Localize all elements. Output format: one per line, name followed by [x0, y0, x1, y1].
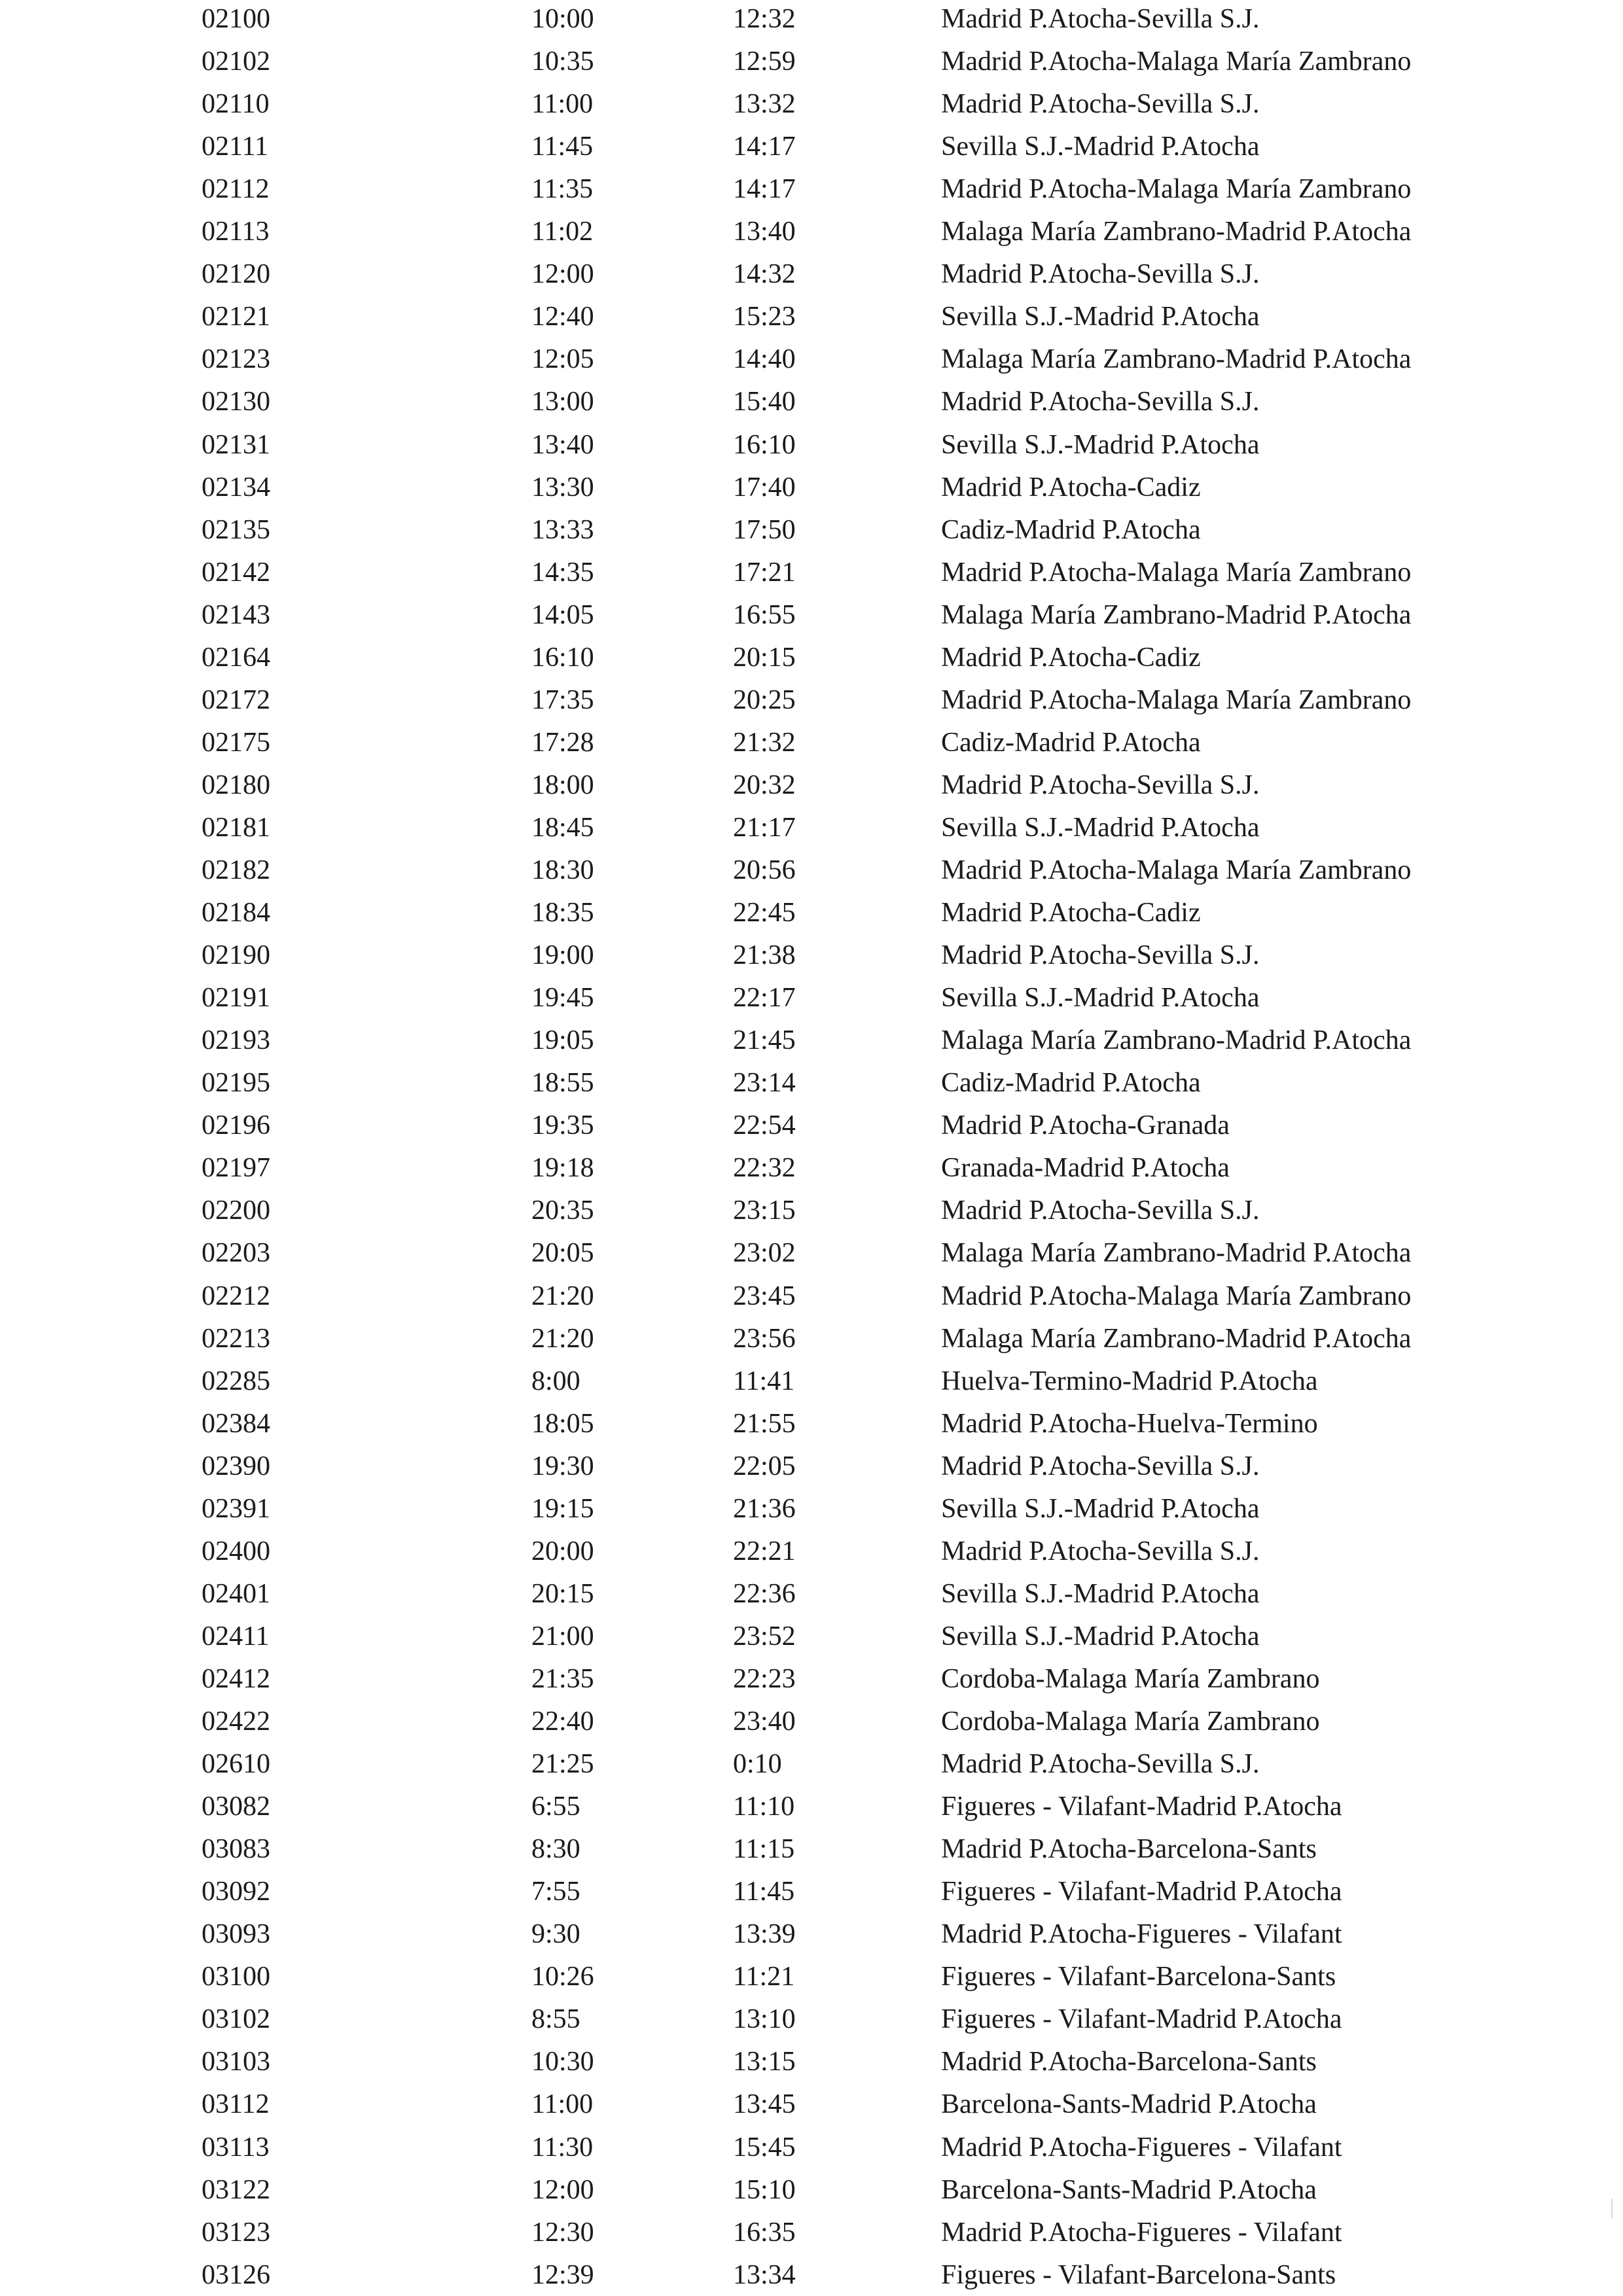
- route-cell: Madrid P.Atocha-Sevilla S.J.: [941, 769, 1260, 800]
- arrival-time-cell: 11:45: [733, 1877, 795, 1907]
- departure-time-cell: 18:55: [531, 1068, 594, 1099]
- arrival-time-cell: 13:15: [733, 2047, 796, 2077]
- departure-time-cell: 12:00: [531, 259, 594, 290]
- arrival-time-cell: 22:36: [733, 1578, 796, 1609]
- table-row: [0, 722, 1623, 764]
- departure-time-cell: 6:55: [531, 1792, 580, 1822]
- departure-time-cell: 8:00: [531, 1366, 580, 1396]
- table-row: [0, 2083, 1623, 2125]
- train-number-cell: 03122: [202, 2174, 270, 2205]
- train-number-cell: 03082: [202, 1792, 270, 1822]
- table-row: [0, 211, 1623, 253]
- table-row: [0, 1104, 1623, 1146]
- arrival-time-cell: 17:50: [733, 514, 796, 545]
- train-number-cell: 03123: [202, 2217, 270, 2248]
- departure-time-cell: 11:35: [531, 174, 594, 205]
- arrival-time-cell: 21:55: [733, 1408, 796, 1439]
- route-cell: Figueres - Vilafant-Madrid P.Atocha: [941, 1792, 1342, 1822]
- train-number-cell: 02411: [202, 1621, 270, 1651]
- table-row: [0, 253, 1623, 295]
- route-cell: Madrid P.Atocha-Cadiz: [941, 898, 1201, 928]
- route-cell: Cordoba-Malaga María Zambrano: [941, 1706, 1320, 1737]
- departure-time-cell: 12:40: [531, 302, 594, 332]
- departure-time-cell: 12:00: [531, 2174, 594, 2205]
- departure-time-cell: 21:35: [531, 1663, 594, 1694]
- route-cell: Madrid P.Atocha-Figueres - Vilafant: [941, 2217, 1342, 2248]
- arrival-time-cell: 15:23: [733, 302, 796, 332]
- arrival-time-cell: 15:45: [733, 2132, 796, 2163]
- departure-time-cell: 17:35: [531, 684, 594, 715]
- departure-time-cell: 13:00: [531, 387, 594, 417]
- table-row: [0, 1913, 1623, 1955]
- departure-time-cell: 10:30: [531, 2047, 594, 2077]
- train-number-cell: 02191: [202, 983, 270, 1014]
- table-row: [0, 1062, 1623, 1104]
- table-row: [0, 1318, 1623, 1360]
- arrival-time-cell: 23:02: [733, 1238, 796, 1269]
- departure-time-cell: 19:05: [531, 1025, 594, 1056]
- arrival-time-cell: 14:17: [733, 174, 796, 205]
- train-number-cell: 02142: [202, 557, 270, 588]
- table-row: [0, 1616, 1623, 1657]
- table-row: [0, 296, 1623, 338]
- departure-time-cell: 21:20: [531, 1323, 594, 1354]
- arrival-time-cell: 12:32: [733, 4, 796, 34]
- train-number-cell: 02134: [202, 472, 270, 503]
- route-cell: Madrid P.Atocha-Sevilla S.J.: [941, 940, 1260, 971]
- route-cell: Malaga María Zambrano-Madrid P.Atocha: [941, 344, 1412, 375]
- table-row: [0, 1701, 1623, 1742]
- route-cell: Sevilla S.J.-Madrid P.Atocha: [941, 302, 1260, 332]
- departure-time-cell: 16:10: [531, 642, 594, 673]
- departure-time-cell: 20:15: [531, 1578, 594, 1609]
- train-number-cell: 02193: [202, 1025, 270, 1056]
- departure-time-cell: 10:35: [531, 46, 594, 77]
- train-number-cell: 02175: [202, 727, 270, 758]
- route-cell: Madrid P.Atocha-Sevilla S.J.: [941, 1749, 1260, 1780]
- train-number-cell: 02422: [202, 1706, 270, 1737]
- route-cell: Sevilla S.J.-Madrid P.Atocha: [941, 1493, 1260, 1524]
- train-number-cell: 02172: [202, 684, 270, 715]
- train-number-cell: 02610: [202, 1749, 270, 1780]
- route-cell: Granada-Madrid P.Atocha: [941, 1153, 1230, 1184]
- table-row: [0, 126, 1623, 168]
- train-number-cell: 02390: [202, 1451, 270, 1481]
- route-cell: Madrid P.Atocha-Sevilla S.J.: [941, 259, 1260, 290]
- train-number-cell: 02123: [202, 344, 270, 375]
- route-cell: Madrid P.Atocha-Sevilla S.J.: [941, 1451, 1260, 1481]
- route-cell: Cadiz-Madrid P.Atocha: [941, 514, 1201, 545]
- train-number-cell: 03100: [202, 1962, 270, 1992]
- table-row: [0, 1232, 1623, 1274]
- train-number-cell: 02100: [202, 4, 270, 34]
- route-cell: Cadiz-Madrid P.Atocha: [941, 727, 1201, 758]
- train-number-cell: 02401: [202, 1578, 270, 1609]
- table-row: [0, 83, 1623, 125]
- route-cell: Sevilla S.J.-Madrid P.Atocha: [941, 983, 1260, 1014]
- route-cell: Madrid P.Atocha-Figueres - Vilafant: [941, 2132, 1342, 2163]
- arrival-time-cell: 21:36: [733, 1493, 796, 1524]
- route-cell: Sevilla S.J.-Madrid P.Atocha: [941, 1621, 1260, 1651]
- table-row: [0, 424, 1623, 466]
- departure-time-cell: 21:20: [531, 1280, 594, 1311]
- arrival-time-cell: 20:56: [733, 855, 796, 885]
- arrival-time-cell: 23:45: [733, 1280, 796, 1311]
- departure-time-cell: 11:02: [531, 217, 594, 247]
- route-cell: Figueres - Vilafant-Barcelona-Sants: [941, 2259, 1336, 2290]
- train-number-cell: 02384: [202, 1408, 270, 1439]
- route-cell: Cordoba-Malaga María Zambrano: [941, 1663, 1320, 1694]
- departure-time-cell: 20:35: [531, 1195, 594, 1226]
- train-number-cell: 02197: [202, 1153, 270, 1184]
- train-number-cell: 03102: [202, 2004, 270, 2035]
- arrival-time-cell: 11:10: [733, 1792, 795, 1822]
- arrival-time-cell: 22:45: [733, 898, 796, 928]
- train-number-cell: 02391: [202, 1493, 270, 1524]
- departure-time-cell: 21:25: [531, 1749, 594, 1780]
- arrival-time-cell: 22:23: [733, 1663, 796, 1694]
- route-cell: Madrid P.Atocha-Malaga María Zambrano: [941, 174, 1412, 205]
- arrival-time-cell: 14:32: [733, 259, 796, 290]
- departure-time-cell: 12:39: [531, 2259, 594, 2290]
- table-row: [0, 2127, 1623, 2168]
- departure-time-cell: 20:05: [531, 1238, 594, 1269]
- route-cell: Madrid P.Atocha-Barcelona-Sants: [941, 2047, 1317, 2077]
- departure-time-cell: 13:33: [531, 514, 594, 545]
- route-cell: Madrid P.Atocha-Malaga María Zambrano: [941, 46, 1412, 77]
- train-number-cell: 03093: [202, 1919, 270, 1950]
- table-row: [0, 1573, 1623, 1615]
- route-cell: Figueres - Vilafant-Barcelona-Sants: [941, 1962, 1336, 1992]
- departure-time-cell: 13:40: [531, 429, 594, 460]
- train-number-cell: 02184: [202, 898, 270, 928]
- departure-time-cell: 17:28: [531, 727, 594, 758]
- train-number-cell: 02195: [202, 1068, 270, 1099]
- arrival-time-cell: 13:39: [733, 1919, 796, 1950]
- table-row: [0, 1190, 1623, 1231]
- arrival-time-cell: 20:15: [733, 642, 796, 673]
- route-cell: Cadiz-Madrid P.Atocha: [941, 1068, 1201, 1099]
- arrival-time-cell: 20:25: [733, 684, 796, 715]
- route-cell: Malaga María Zambrano-Madrid P.Atocha: [941, 599, 1412, 630]
- table-row: [0, 849, 1623, 891]
- train-number-cell: 02113: [202, 217, 270, 247]
- route-cell: Sevilla S.J.-Madrid P.Atocha: [941, 1578, 1260, 1609]
- departure-time-cell: 11:00: [531, 89, 594, 120]
- table-row: [0, 2169, 1623, 2211]
- table-row: [0, 1530, 1623, 1572]
- route-cell: Madrid P.Atocha-Malaga María Zambrano: [941, 855, 1412, 885]
- table-row: [0, 2254, 1623, 2296]
- arrival-time-cell: 23:40: [733, 1706, 796, 1737]
- route-cell: Madrid P.Atocha-Sevilla S.J.: [941, 4, 1260, 34]
- table-row: [0, 41, 1623, 82]
- scan-artifact-mark: [1611, 2199, 1613, 2218]
- table-row: [0, 892, 1623, 934]
- arrival-time-cell: 17:21: [733, 557, 796, 588]
- arrival-time-cell: 21:17: [733, 812, 796, 843]
- route-cell: Malaga María Zambrano-Madrid P.Atocha: [941, 1238, 1412, 1269]
- train-number-cell: 02181: [202, 812, 270, 843]
- table-row: [0, 1956, 1623, 1998]
- departure-time-cell: 13:30: [531, 472, 594, 503]
- route-cell: Madrid P.Atocha-Cadiz: [941, 642, 1201, 673]
- table-row: [0, 679, 1623, 721]
- train-number-cell: 03126: [202, 2259, 270, 2290]
- route-cell: Madrid P.Atocha-Sevilla S.J.: [941, 1536, 1260, 1566]
- arrival-time-cell: 23:52: [733, 1621, 796, 1651]
- arrival-time-cell: 11:15: [733, 1834, 795, 1865]
- train-number-cell: 02285: [202, 1366, 270, 1396]
- train-number-cell: 02120: [202, 259, 270, 290]
- train-number-cell: 02121: [202, 302, 270, 332]
- departure-time-cell: 20:00: [531, 1536, 594, 1566]
- arrival-time-cell: 14:40: [733, 344, 796, 375]
- table-row: [0, 1275, 1623, 1317]
- arrival-time-cell: 22:17: [733, 983, 796, 1014]
- table-row: [0, 509, 1623, 551]
- departure-time-cell: 10:00: [531, 4, 594, 34]
- table-row: [0, 1786, 1623, 1828]
- table-row: [0, 934, 1623, 976]
- route-cell: Madrid P.Atocha-Figueres - Vilafant: [941, 1919, 1342, 1950]
- train-number-cell: 02196: [202, 1110, 270, 1141]
- departure-time-cell: 14:05: [531, 599, 594, 630]
- arrival-time-cell: 16:35: [733, 2217, 796, 2248]
- route-cell: Madrid P.Atocha-Malaga María Zambrano: [941, 684, 1412, 715]
- departure-time-cell: 19:30: [531, 1451, 594, 1481]
- route-cell: Madrid P.Atocha-Sevilla S.J.: [941, 387, 1260, 417]
- arrival-time-cell: 0:10: [733, 1749, 782, 1780]
- table-row: [0, 1998, 1623, 2040]
- arrival-time-cell: 22:05: [733, 1451, 796, 1481]
- departure-time-cell: 10:26: [531, 1962, 594, 1992]
- departure-time-cell: 11:30: [531, 2132, 594, 2163]
- route-cell: Figueres - Vilafant-Madrid P.Atocha: [941, 2004, 1342, 2035]
- arrival-time-cell: 13:10: [733, 2004, 796, 2035]
- table-row: [0, 1019, 1623, 1061]
- arrival-time-cell: 13:32: [733, 89, 796, 120]
- departure-time-cell: 12:05: [531, 344, 594, 375]
- departure-time-cell: 19:15: [531, 1493, 594, 1524]
- train-number-cell: 02164: [202, 642, 270, 673]
- table-row: [0, 764, 1623, 806]
- route-cell: Figueres - Vilafant-Madrid P.Atocha: [941, 1877, 1342, 1907]
- departure-time-cell: 14:35: [531, 557, 594, 588]
- table-row: [0, 338, 1623, 380]
- arrival-time-cell: 11:41: [733, 1366, 795, 1396]
- train-number-cell: 02212: [202, 1280, 270, 1311]
- route-cell: Madrid P.Atocha-Malaga María Zambrano: [941, 1280, 1412, 1311]
- arrival-time-cell: 21:38: [733, 940, 796, 971]
- train-number-cell: 02182: [202, 855, 270, 885]
- arrival-time-cell: 22:21: [733, 1536, 796, 1566]
- table-row: [0, 1147, 1623, 1189]
- train-number-cell: 02110: [202, 89, 270, 120]
- departure-time-cell: 11:45: [531, 132, 594, 162]
- arrival-time-cell: 12:59: [733, 46, 796, 77]
- departure-time-cell: 18:00: [531, 769, 594, 800]
- route-cell: Malaga María Zambrano-Madrid P.Atocha: [941, 1323, 1412, 1354]
- table-row: [0, 1360, 1623, 1402]
- arrival-time-cell: 22:54: [733, 1110, 796, 1141]
- train-number-cell: 02112: [202, 174, 270, 205]
- departure-time-cell: 19:00: [531, 940, 594, 971]
- route-cell: Sevilla S.J.-Madrid P.Atocha: [941, 429, 1260, 460]
- route-cell: Madrid P.Atocha-Cadiz: [941, 472, 1201, 503]
- arrival-time-cell: 21:45: [733, 1025, 796, 1056]
- train-number-cell: 02130: [202, 387, 270, 417]
- train-number-cell: 03103: [202, 2047, 270, 2077]
- train-number-cell: 02143: [202, 599, 270, 630]
- table-row: [0, 594, 1623, 636]
- route-cell: Barcelona-Sants-Madrid P.Atocha: [941, 2089, 1317, 2120]
- arrival-time-cell: 16:10: [733, 429, 796, 460]
- table-row: [0, 552, 1623, 593]
- departure-time-cell: 18:45: [531, 812, 594, 843]
- train-number-cell: 02400: [202, 1536, 270, 1566]
- departure-time-cell: 18:05: [531, 1408, 594, 1439]
- train-number-cell: 02111: [202, 132, 268, 162]
- train-number-cell: 02131: [202, 429, 270, 460]
- route-cell: Madrid P.Atocha-Granada: [941, 1110, 1230, 1141]
- arrival-time-cell: 21:32: [733, 727, 796, 758]
- train-number-cell: 02102: [202, 46, 270, 77]
- arrival-time-cell: 17:40: [733, 472, 796, 503]
- arrival-time-cell: 13:40: [733, 217, 796, 247]
- train-number-cell: 02190: [202, 940, 270, 971]
- departure-time-cell: 11:00: [531, 2089, 594, 2120]
- train-number-cell: 03113: [202, 2132, 270, 2163]
- arrival-time-cell: 15:10: [733, 2174, 796, 2205]
- arrival-time-cell: 13:45: [733, 2089, 796, 2120]
- table-row: [0, 381, 1623, 423]
- table-row: [0, 1488, 1623, 1530]
- arrival-time-cell: 14:17: [733, 132, 796, 162]
- table-row: [0, 2212, 1623, 2253]
- arrival-time-cell: 11:21: [733, 1962, 795, 1992]
- departure-time-cell: 19:45: [531, 983, 594, 1014]
- table-row: [0, 0, 1623, 40]
- arrival-time-cell: 23:14: [733, 1068, 796, 1099]
- route-cell: Huelva-Termino-Madrid P.Atocha: [941, 1366, 1318, 1396]
- route-cell: Madrid P.Atocha-Sevilla S.J.: [941, 1195, 1260, 1226]
- route-cell: Madrid P.Atocha-Huelva-Termino: [941, 1408, 1318, 1439]
- arrival-time-cell: 20:32: [733, 769, 796, 800]
- table-row: [0, 1403, 1623, 1445]
- arrival-time-cell: 13:34: [733, 2259, 796, 2290]
- departure-time-cell: 21:00: [531, 1621, 594, 1651]
- departure-time-cell: 18:35: [531, 898, 594, 928]
- route-cell: Sevilla S.J.-Madrid P.Atocha: [941, 812, 1260, 843]
- train-number-cell: 03112: [202, 2089, 270, 2120]
- route-cell: Barcelona-Sants-Madrid P.Atocha: [941, 2174, 1317, 2205]
- table-row: [0, 1743, 1623, 1785]
- table-row: [0, 168, 1623, 210]
- train-number-cell: 03092: [202, 1877, 270, 1907]
- train-number-cell: 03083: [202, 1834, 270, 1865]
- train-number-cell: 02200: [202, 1195, 270, 1226]
- table-row: [0, 1871, 1623, 1913]
- table-row: [0, 1658, 1623, 1700]
- train-number-cell: 02135: [202, 514, 270, 545]
- arrival-time-cell: 15:40: [733, 387, 796, 417]
- table-row: [0, 1445, 1623, 1487]
- departure-time-cell: 12:30: [531, 2217, 594, 2248]
- train-number-cell: 02203: [202, 1238, 270, 1269]
- table-row: [0, 467, 1623, 508]
- table-row: [0, 1828, 1623, 1870]
- table-row: [0, 637, 1623, 679]
- departure-time-cell: 7:55: [531, 1877, 580, 1907]
- train-number-cell: 02412: [202, 1663, 270, 1694]
- table-row: [0, 977, 1623, 1019]
- arrival-time-cell: 22:32: [733, 1153, 796, 1184]
- departure-time-cell: 9:30: [531, 1919, 580, 1950]
- departure-time-cell: 22:40: [531, 1706, 594, 1737]
- train-number-cell: 02213: [202, 1323, 270, 1354]
- route-cell: Madrid P.Atocha-Sevilla S.J.: [941, 89, 1260, 120]
- departure-time-cell: 8:55: [531, 2004, 580, 2035]
- departure-time-cell: 18:30: [531, 855, 594, 885]
- table-row: [0, 807, 1623, 849]
- arrival-time-cell: 23:15: [733, 1195, 796, 1226]
- route-cell: Malaga María Zambrano-Madrid P.Atocha: [941, 1025, 1412, 1056]
- departure-time-cell: 19:18: [531, 1153, 594, 1184]
- arrival-time-cell: 16:55: [733, 599, 796, 630]
- table-row: [0, 2041, 1623, 2083]
- route-cell: Madrid P.Atocha-Barcelona-Sants: [941, 1834, 1317, 1865]
- arrival-time-cell: 23:56: [733, 1323, 796, 1354]
- departure-time-cell: 8:30: [531, 1834, 580, 1865]
- route-cell: Madrid P.Atocha-Malaga María Zambrano: [941, 557, 1412, 588]
- departure-time-cell: 19:35: [531, 1110, 594, 1141]
- train-number-cell: 02180: [202, 769, 270, 800]
- route-cell: Malaga María Zambrano-Madrid P.Atocha: [941, 217, 1412, 247]
- route-cell: Sevilla S.J.-Madrid P.Atocha: [941, 132, 1260, 162]
